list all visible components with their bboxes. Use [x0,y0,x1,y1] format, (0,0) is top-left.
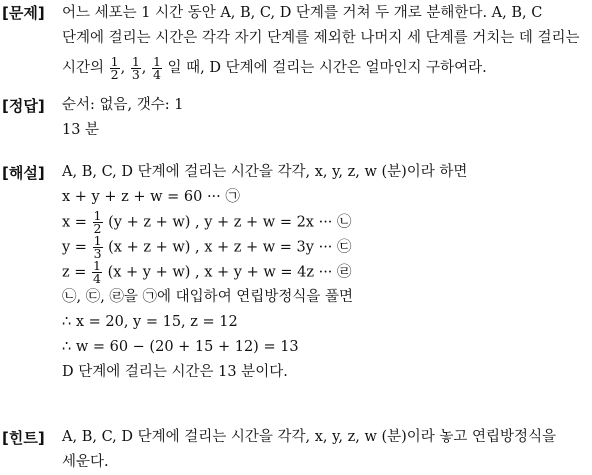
solution-text [62,160,588,385]
equation-2-lhs: x = [62,214,87,231]
conclusion-line: D 단계에 걸리는 시간은 13 분이다. [62,364,288,380]
answer-line-1: 순서: 없음, 갯수: 1 [62,97,184,113]
answer-tag: [정답] [2,97,45,115]
hint-line-2: 세운다. [62,454,109,470]
solution-intro: A, B, C, D 단계에 걸리는 시간을 각각, x, y, z, w (분)이라 하면 [62,164,468,180]
equation-2-fraction: $\frac{1}{2}$ [93,208,102,236]
problem-line-3-prefix: 시간의 [62,60,105,76]
equation-3 [62,235,588,260]
equation-4-rest: (x + y + w) , x + y + w = 4z ··· ㉣ [107,264,352,281]
fraction-half: $\frac{1}{2}$ [110,53,119,82]
hint-text [62,425,588,475]
solution-tag: [해설] [2,164,45,182]
hint-line-1: A, B, C, D 단계에 걸리는 시간을 각각, x, y, z, w (분)이라 놓고 연립방정식을 [62,429,557,445]
equation-2-rest: (y + z + w) , y + z + w = 2x ··· ㉡ [108,214,352,231]
problem-tag: [문제] [2,4,45,22]
equation-3-fraction: $\frac{1}{3}$ [93,233,102,261]
fraction-quarter: $\frac{1}{4}$ [152,53,161,82]
problem-line-3-suffix: 일 때, D 단계에 걸리는 시간은 얼마인지 구하여라. [167,60,487,76]
problem-line-3: 시간의 $\frac{1}{2}$ , $\frac{1}{3}$ , $\frac{1}{4}$ 일 때, D 단계에 걸리는 시간은 얼마인지 구하여라. [62,53,487,82]
result-line-2: ∴ w = 60 − (20 + 15 + 12) = 13 [62,339,299,355]
problem-line-2: 단계에 걸리는 시간은 각각 자기 단계를 제외한 나머지 세 단계를 거치는 데 걸리는 [62,30,580,46]
substitution-line: ㉡, ㉢, ㉣을 ㉠에 대입하여 연립방정식을 풀면 [62,289,353,305]
fraction-third: $\frac{1}{3}$ [131,53,140,82]
equation-3-rest: (x + z + w) , x + z + w = 3y ··· ㉢ [108,239,352,256]
equation-3-lhs: y = [62,239,87,256]
equation-1: x + y + z + w = 60 ··· ㉠ [62,189,240,205]
result-line-1: ∴ x = 20, y = 15, z = 12 [62,314,238,330]
answer-text [62,93,588,143]
equation-4-lhs: z = [62,264,87,281]
equation-4-fraction: $\frac{1}{4}$ [93,258,101,286]
answer-line-2: 13 분 [62,122,100,138]
equation-2 [62,210,588,235]
hint-tag: [힌트] [2,429,45,447]
problem-text [62,1,588,85]
equation-4 [62,260,588,285]
problem-line-1: 어느 세포는 1 시간 동안 A, B, C, D 단계를 거쳐 두 개로 분해한다. A, B, C [62,5,543,21]
